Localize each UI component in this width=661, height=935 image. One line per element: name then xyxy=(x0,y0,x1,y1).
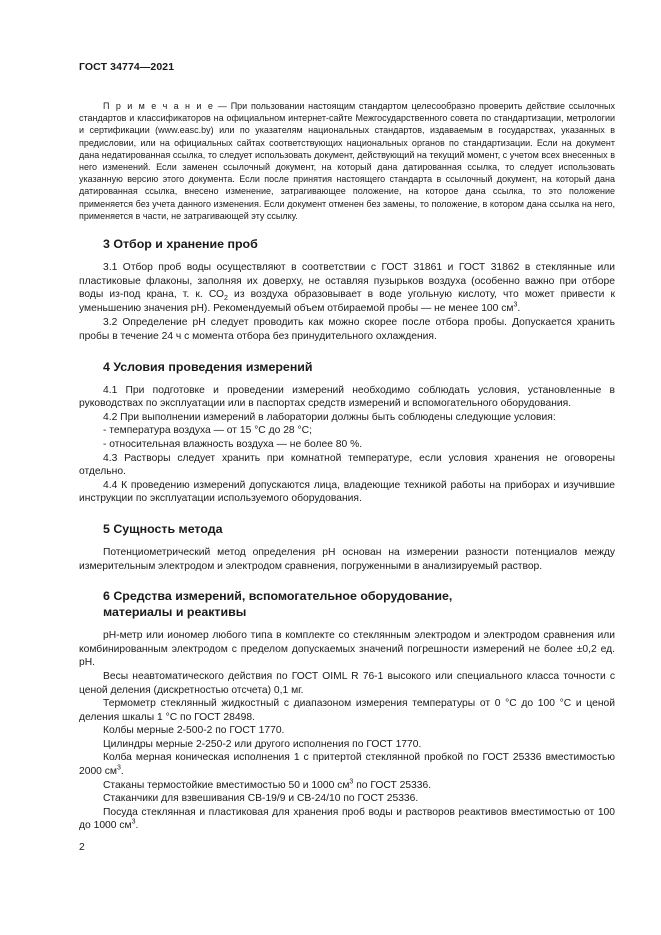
paragraph-conical-flask xyxy=(79,751,615,778)
paragraph-3-1 xyxy=(79,261,615,315)
paragraph-4-1: 4.1 При подготовке и проведении измерений необходимо соблюдать условия, установленные в руководствах по эксплуатации или в паспортах средств измерений и вспомогательного оборудования. xyxy=(79,384,615,410)
p6-part-b: . xyxy=(120,766,124,778)
p7-part-b: по ГОСТ 25336. xyxy=(353,779,432,791)
paragraph-4-3: 4.3 Растворы следует хранить при комнатной температуре, если условия хранения не оговорены отдельно. xyxy=(79,452,615,478)
p9-part-b: . xyxy=(135,820,139,832)
p7-superscript: 3 xyxy=(349,778,354,786)
note-lead: П р и м е ч а н и е xyxy=(103,101,215,111)
section-6-title-line2: материалы и реактивы xyxy=(103,605,247,620)
p9-superscript: 3 xyxy=(131,819,136,827)
paragraph-scales: Весы неавтоматического действия по ГОСТ OIML R 76-1 высокого или специального класса точности с ценой деления (дискретностью отсчета) 0,1 мг. xyxy=(79,670,615,696)
section-6-title-line1: 6 Средства измерений, вспомогательное оборудование, xyxy=(103,589,453,604)
paragraph-3-2: 3.2 Определение рН следует проводить как можно скорее после отбора пробы. Допускается хранить пробы в течение 24 ч с момента отбора без принудительного охлаждения. xyxy=(79,317,615,342)
co2-subscript: 2 xyxy=(224,295,228,303)
paragraph-glassware xyxy=(79,806,615,833)
paragraph-beakers xyxy=(79,779,615,793)
page-number: 2 xyxy=(79,842,85,853)
p6-superscript: 3 xyxy=(117,764,121,772)
page-content xyxy=(79,100,615,833)
paragraph-thermometer: Термометр стеклянный жидкостный с диапазоном измерения температуры от 0 °С до 100 °С и ценой деления шкалы 1 °С по ГОСТ 28498. xyxy=(79,698,615,723)
section-3-heading: 3 Отбор и хранение проб xyxy=(103,237,258,252)
section-6-body xyxy=(79,629,615,833)
paragraph-4-4: 4.4 К проведению измерений допускаются лица, владеющие техникой работы на приборах и изучившие инструкции по эксплуатации используемого оборудования. xyxy=(79,479,615,505)
paragraph-5-1: Потенциометрический метод определения рН основан на измерении разности потенциалов между измерительным электродом и электродом сравнения, погруженными в анализируемый раствор. xyxy=(79,546,615,572)
section-6-heading xyxy=(79,588,615,620)
section-5-heading: 5 Сущность метода xyxy=(103,521,223,536)
p6-part-a: Колба мерная коническая исполнения 1 с притертой стеклянной пробкой по ГОСТ 25336 вместимостью 2000 см xyxy=(79,752,615,778)
p7-part-a: Стаканы термостойкие вместимостью 50 и 1000 см xyxy=(103,779,350,791)
p3-1-part-c: . xyxy=(517,302,521,314)
p3-1-part-b: из воздуха образовывает в воде угольную кислоту, что может привести к уменьшению значения рН). Рекомендуемый объем отбираемой пробы — не менее 100 см xyxy=(79,289,615,314)
section-5-body xyxy=(79,546,615,573)
section-3-body xyxy=(79,261,615,344)
note-text: — При пользовании настоящим стандартом целесообразно проверить действие ссылочных стандартов и классификаторов на официальном интернет-сайте Межгосударственного совета по стандартизации, метрологии и сертификации (www.easc.by) или по указателям национальных стандартов, издаваемым в государствах, указанных в предисловии, или на официальных сайтах соответствующих национальных органов по стандартизации. Если на документ дана недатированная ссылка, то следует использовать документ, действующий на текущий момент, с учетом всех внесенных в него изменений. Если заменен ссылочный документ, на который дана датированная ссылка, то следует использовать указанную версию этого документа. Если после принятия настоящего стандарта в ссылочный документ, на который дана датированная ссылка, внесено изменение, затрагивающее положение, на которое дана ссылка, то это положение применяется без учета данного изменения. Если документ отменен без замены, то положение, в котором дана ссылка на него, применяется в части, не затрагивающей эту ссылку. xyxy=(79,101,615,221)
list-item-temperature: - температура воздуха — от 15 °С до 28 °С; xyxy=(103,425,312,437)
paragraph-volumetric-flasks: Колбы мерные 2-500-2 по ГОСТ 1770. xyxy=(103,725,285,737)
note-paragraph xyxy=(79,100,615,222)
paragraph-4-2: 4.2 При выполнении измерений в лаборатории должны быть соблюдены следующие условия: xyxy=(103,411,556,423)
cm3-superscript: 3 xyxy=(513,301,518,309)
list-item-humidity: - относительная влажность воздуха — не более 80 %. xyxy=(103,438,363,450)
section-4-heading: 4 Условия проведения измерений xyxy=(103,359,313,374)
p9-part-a: Посуда стеклянная и пластиковая для хранения проб воды и растворов реактивов вместимостью от 100 до 1000 см xyxy=(79,806,615,832)
standard-header: ГОСТ 34774—2021 xyxy=(79,61,175,73)
section-4-body xyxy=(79,384,615,506)
paragraph-ph-meter: рН-метр или иономер любого типа в комплекте со стеклянным электродом и электродом сравнения или комбинированным электродом с пределом допускаемых значений погрешности измерений не более ±0,2 ед. рН. xyxy=(79,630,615,669)
paragraph-weighing-cups: Стаканчики для взвешивания СВ-19/9 и СВ-24/10 по ГОСТ 25336. xyxy=(103,793,419,805)
paragraph-cylinders: Цилиндры мерные 2-250-2 или другого исполнения по ГОСТ 1770. xyxy=(103,738,422,750)
p3-1-part-a: 3.1 Отбор проб воды осуществляют в соответствии с ГОСТ 31861 и ГОСТ 31862 в стеклянные или пластиковые флаконы, заполняя их доверху, не оставляя пузырьков воздуха (особенно важно при отборе воды из-под крана, т. к. СО xyxy=(79,262,615,301)
